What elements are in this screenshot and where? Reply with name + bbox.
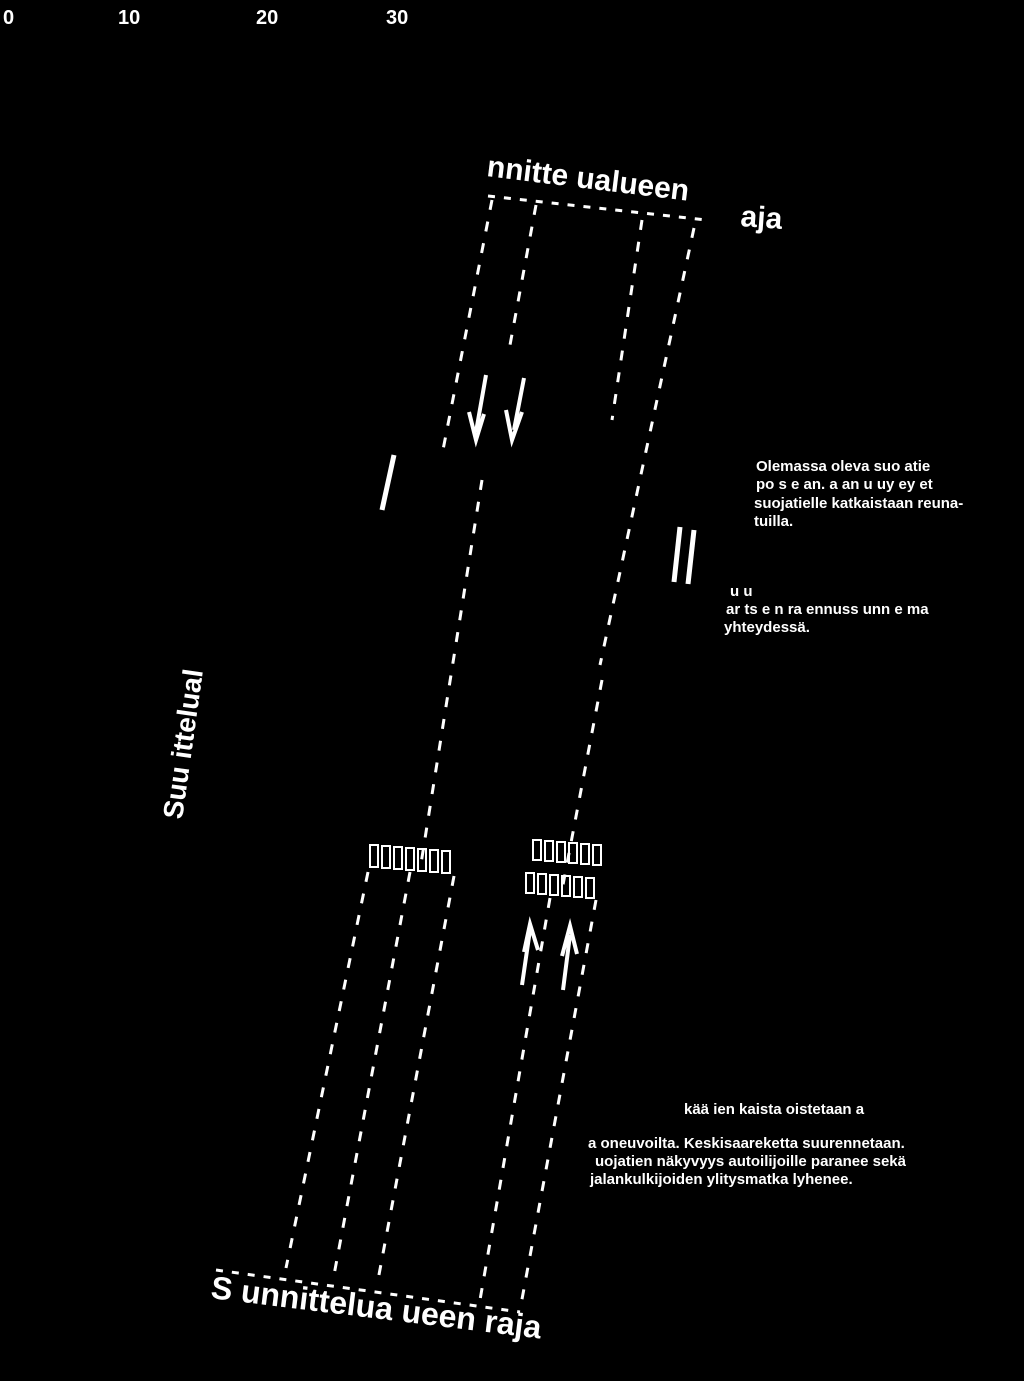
crosswalk-right-2 bbox=[526, 873, 594, 898]
scale-tick-0: 0 bbox=[3, 7, 15, 29]
lane-line bbox=[600, 228, 694, 665]
crosswalk-stripe bbox=[581, 844, 589, 864]
note-1-line: Olemassa oleva suo atie bbox=[756, 458, 931, 475]
lane-line bbox=[378, 876, 454, 1280]
note-1-line: po s e an. a an u uy ey et bbox=[756, 476, 933, 493]
arrow-up-icon bbox=[562, 926, 577, 990]
crosswalk-stripe bbox=[430, 850, 438, 872]
curbs bbox=[382, 455, 694, 584]
crosswalk-stripe bbox=[538, 874, 546, 894]
lower-lane-lines bbox=[286, 872, 596, 1310]
note-3-line: uojatien näkyvyys autoilijoille paranee sekä bbox=[595, 1153, 906, 1170]
note-3-line: jalankulkijoiden ylitysmatka lyhenee. bbox=[590, 1171, 853, 1188]
crosswalk-stripe bbox=[574, 877, 582, 897]
lane-line bbox=[510, 205, 536, 345]
crosswalk-stripe bbox=[394, 847, 402, 869]
note-1-line: suojatielle katkaistaan reuna- bbox=[754, 495, 964, 512]
lane-line bbox=[420, 480, 482, 870]
boundary-top-label: nnitte ualueen bbox=[485, 150, 692, 208]
boundary-top bbox=[485, 150, 784, 236]
arrow-up-icon bbox=[522, 924, 538, 985]
down-arrows bbox=[469, 375, 524, 440]
note-2-line: u u bbox=[730, 583, 753, 600]
boundary-bottom bbox=[209, 1269, 544, 1345]
crosswalk-stripe bbox=[442, 851, 450, 873]
crosswalk-stripe bbox=[533, 840, 541, 860]
note-3-line: kää ien kaista oistetaan a bbox=[684, 1101, 865, 1118]
note-1-line: tuilla. bbox=[754, 513, 794, 530]
boundary-left-label: Suu ittelual bbox=[157, 667, 209, 821]
boundary-bottom-label: S unnittelua ueen raja bbox=[209, 1269, 544, 1346]
lane-line bbox=[480, 898, 550, 1300]
lane-line bbox=[520, 900, 596, 1310]
crosswalk-stripe bbox=[370, 845, 378, 867]
crosswalk-stripe bbox=[593, 845, 601, 865]
crosswalk-stripe bbox=[550, 875, 558, 895]
note-2-line: ar ts e n ra ennuss unn e ma bbox=[726, 601, 929, 618]
crosswalk-stripe bbox=[545, 841, 553, 861]
scale-tick-20: 20 bbox=[256, 7, 279, 29]
crosswalk-stripe bbox=[406, 848, 414, 870]
boundary-top-tail: aja bbox=[739, 200, 784, 236]
lane-line bbox=[334, 872, 410, 1275]
lane-line bbox=[612, 220, 642, 420]
note-1 bbox=[754, 458, 963, 530]
note-3 bbox=[588, 1101, 907, 1188]
curb-line bbox=[688, 530, 694, 584]
note-2-line: yhteydessä. bbox=[724, 619, 810, 636]
upper-lane-lines bbox=[420, 200, 694, 890]
scale-bar bbox=[3, 7, 408, 29]
lane-line bbox=[286, 872, 368, 1268]
curb-line bbox=[674, 527, 680, 582]
note-3-line: a oneuvoilta. Keskisaareketta suurennetaan. bbox=[588, 1135, 905, 1152]
scale-tick-30: 30 bbox=[386, 7, 409, 29]
crosswalk-stripe bbox=[586, 878, 594, 898]
scale-tick-10: 10 bbox=[118, 7, 141, 29]
crosswalk-left bbox=[370, 845, 450, 873]
arrow-down-icon bbox=[469, 375, 486, 440]
crosswalks bbox=[370, 840, 601, 898]
crosswalk-stripe bbox=[526, 873, 534, 893]
note-2 bbox=[724, 583, 929, 636]
crosswalk-stripe bbox=[382, 846, 390, 868]
crosswalk-stripe bbox=[557, 842, 565, 862]
crosswalk-stripe bbox=[569, 843, 577, 863]
arrow-down-icon bbox=[506, 378, 524, 440]
up-arrows bbox=[522, 924, 577, 990]
curb-line bbox=[382, 455, 394, 510]
